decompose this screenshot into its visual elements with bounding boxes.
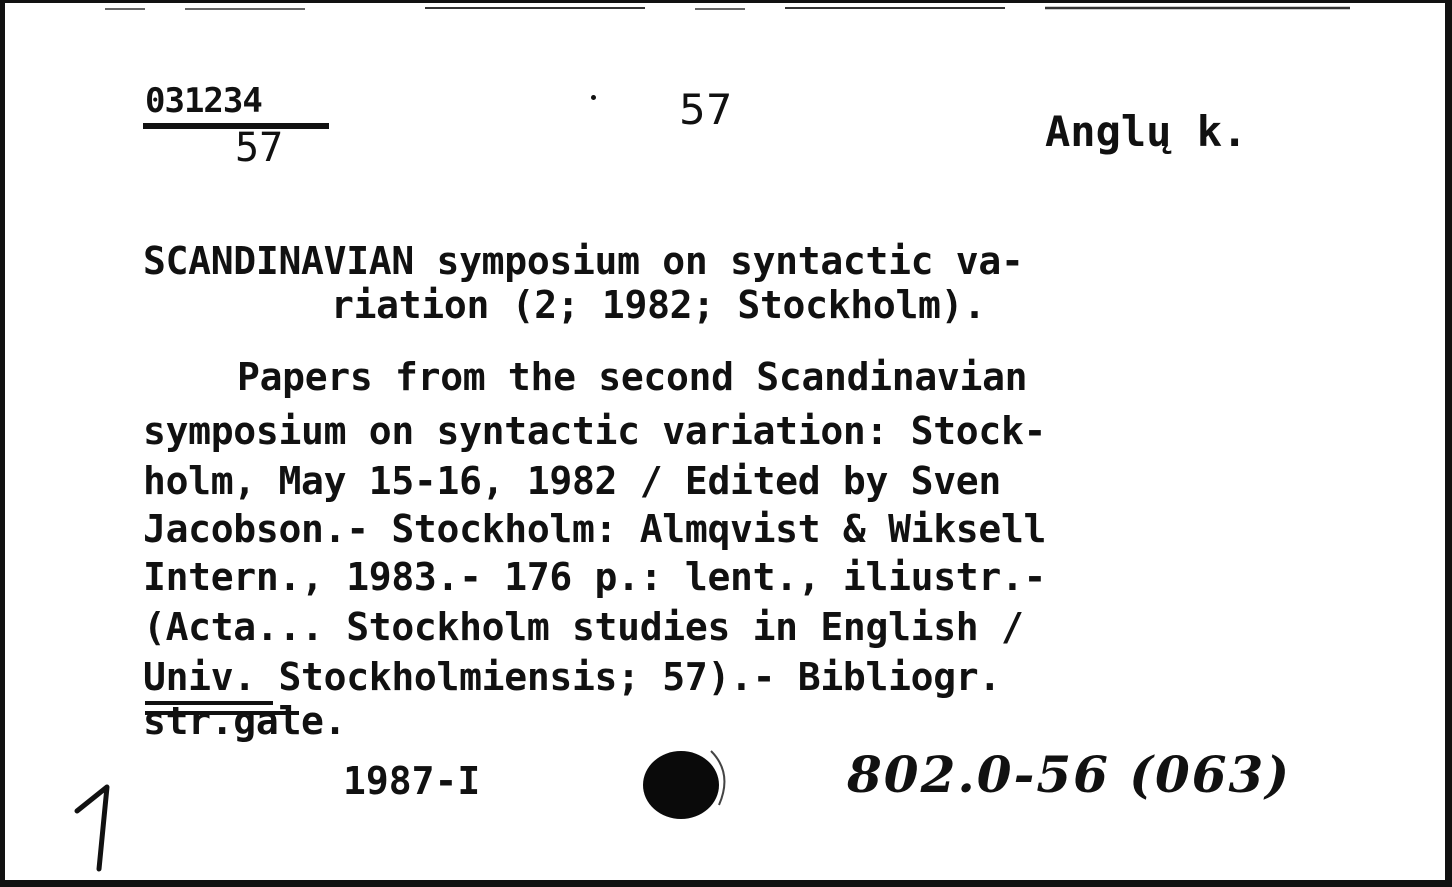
body-line: Intern., 1983.- 176 p.: lent., iliustr.-	[143, 555, 1047, 599]
stray-dot	[591, 95, 596, 100]
ink-blot-stamp	[641, 743, 737, 823]
udc-classification: 802.0-56 (063)	[847, 745, 1291, 804]
body-line: holm, May 15-16, 1982 / Edited by Sven	[143, 459, 1001, 503]
top-edge-marks	[5, 5, 1445, 13]
location-label: Anglų k.	[1045, 107, 1248, 156]
inventory-number: 1987-I	[343, 759, 481, 803]
heading-line-2: riation (2; 1982; Stockholm).	[331, 283, 986, 327]
body-line: Jacobson.- Stockholm: Almqvist & Wiksell	[143, 507, 1047, 551]
body-line: symposium on syntactic variation: Stock-	[143, 409, 1047, 453]
call-number-top: 031234	[145, 81, 262, 121]
body-line: Univ. Stockholmiensis; 57).- Bibliogr.	[143, 655, 1001, 699]
call-number-bottom: 57	[235, 125, 284, 171]
handwritten-copy-mark	[69, 783, 129, 873]
heading-line-1: SCANDINAVIAN symposium on syntactic va-	[143, 239, 1024, 283]
body-line: (Acta... Stockholm studies in English /	[143, 605, 1024, 649]
body-line: str.gale.	[143, 699, 347, 743]
body-line: Papers from the second Scandinavian	[237, 355, 1028, 399]
series-number: 57	[679, 85, 733, 134]
